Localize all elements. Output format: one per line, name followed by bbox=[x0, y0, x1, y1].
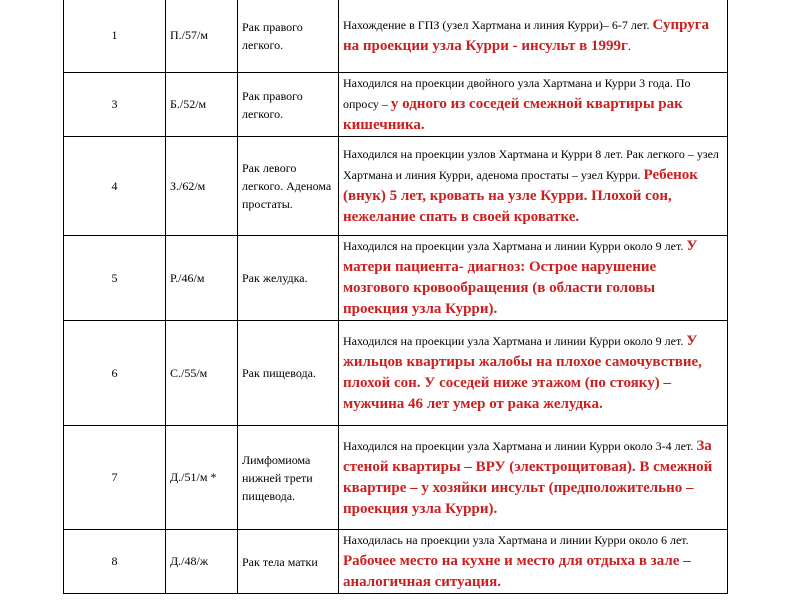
notes-highlight: За стеной квартиры – ВРУ (электрощитовая). В смежной квартире – у хозяйки инсульт (предположительно – проекция узла Курри). bbox=[343, 437, 713, 517]
case-number: 8 bbox=[64, 530, 166, 594]
diagnosis: Рак пищевода. bbox=[238, 321, 339, 426]
case-number: 4 bbox=[64, 137, 166, 236]
observation-notes bbox=[339, 137, 728, 236]
patient-id: С./55/м bbox=[166, 321, 238, 426]
table-row bbox=[64, 426, 728, 530]
notes-highlight: Супруга на проекции узла Курри - инсульт в 1999г bbox=[343, 16, 710, 54]
diagnosis: Рак правого легкого. bbox=[238, 73, 339, 137]
notes-plain: Находился на проекции узлов Хартмана и Курри 8 лет. Рак легкого – узел Хартмана и линия Курри, аденома простаты – узел Курри. bbox=[343, 147, 719, 182]
observation-notes bbox=[339, 321, 728, 426]
case-number: 5 bbox=[64, 236, 166, 321]
table-row bbox=[64, 321, 728, 426]
patient-id: Р./46/м bbox=[166, 236, 238, 321]
notes-plain: Находился на проекции узла Хартмана и линии Курри около 9 лет. bbox=[343, 334, 687, 348]
case-number: 7 bbox=[64, 426, 166, 530]
case-number: 3 bbox=[64, 73, 166, 137]
diagnosis: Рак желудка. bbox=[238, 236, 339, 321]
patient-id: Д./51/м * bbox=[166, 426, 238, 530]
observation-notes bbox=[339, 73, 728, 137]
notes-highlight: Ребенок (внук) 5 лет, кровать на узле Курри. Плохой сон, нежелание спать в своей кроватке. bbox=[343, 167, 698, 225]
notes-highlight: Рабочее место на кухне и место для отдыха в зале – аналогичная ситуация. bbox=[343, 553, 691, 590]
patient-id: З./62/м bbox=[166, 137, 238, 236]
notes-plain: Находился на проекции двойного узла Хартмана и Курри 3 года. По опросу – bbox=[343, 76, 691, 111]
case-number: 6 bbox=[64, 321, 166, 426]
observation-notes bbox=[339, 426, 728, 530]
cases-table bbox=[63, 0, 728, 594]
patient-id: П./57/м bbox=[166, 0, 238, 73]
case-number: 1 bbox=[64, 0, 166, 73]
notes-plain: Нахождение в ГПЗ (узел Хартмана и линия Курри)– 6-7 лет. bbox=[343, 17, 653, 32]
notes-plain: Находился на проекции узла Хартмана и линии Курри около 3-4 лет. bbox=[343, 438, 697, 453]
table-row bbox=[64, 0, 728, 73]
notes-plain: Находился на проекции узла Хартмана и линии Курри около 9 лет. bbox=[343, 239, 687, 253]
observation-notes bbox=[339, 0, 728, 73]
table-row bbox=[64, 236, 728, 321]
table-row bbox=[64, 73, 728, 137]
notes-tail: . bbox=[627, 38, 631, 53]
patient-id: Б./52/м bbox=[166, 73, 238, 137]
patient-id: Д./48/ж bbox=[166, 530, 238, 594]
table-row bbox=[64, 137, 728, 236]
table-row bbox=[64, 530, 728, 594]
diagnosis: Рак правого легкого. bbox=[238, 0, 339, 73]
diagnosis: Рак левого легкого. Аденома простаты. bbox=[238, 137, 339, 236]
notes-highlight: У жильцов квартиры жалобы на плохое самочувствие, плохой сон. У соседей ниже этажом (по стояку) – мужчина 46 лет умер от рака желудка. bbox=[343, 333, 702, 412]
diagnosis: Рак тела матки bbox=[238, 530, 339, 594]
observation-notes bbox=[339, 236, 728, 321]
observation-notes bbox=[339, 530, 728, 594]
notes-highlight: У матери пациента- диагноз: Острое нарушение мозгового кровообращения (в области головы проекция узла Курри). bbox=[343, 238, 698, 317]
diagnosis: Лимфомиома нижней трети пищевода. bbox=[238, 426, 339, 530]
notes-highlight: у одного из соседей смежной квартиры рак кишечника. bbox=[343, 96, 683, 133]
notes-plain: Находилась на проекции узла Хартмана и линии Курри около 6 лет. bbox=[343, 533, 689, 547]
